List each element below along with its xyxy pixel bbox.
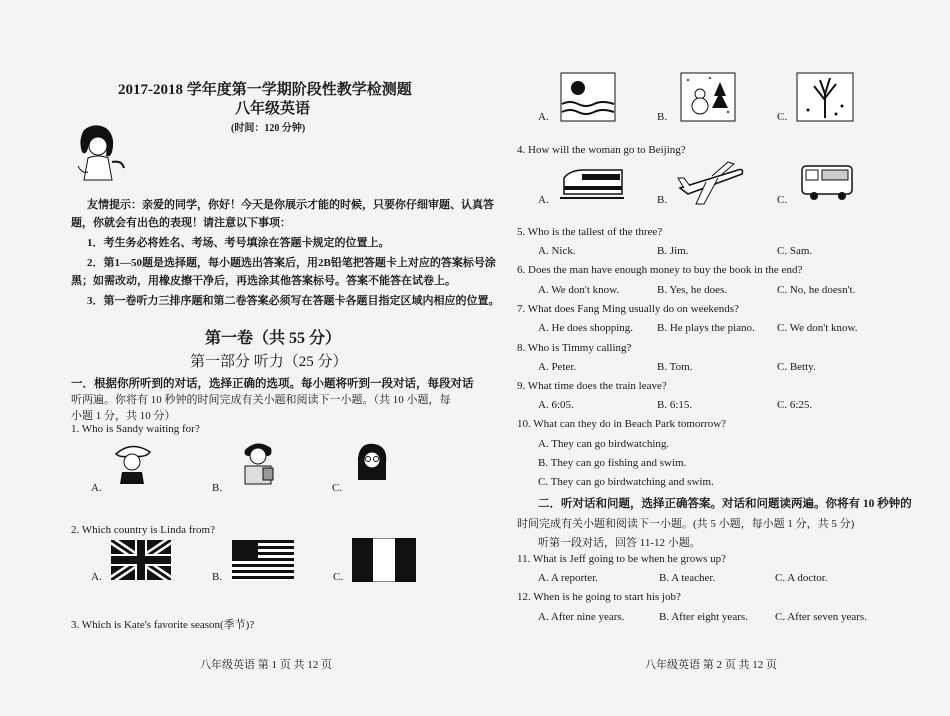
q10-option-a: A. They can go birdwatching. — [538, 438, 670, 450]
q11-option-c: C. A doctor. — [775, 572, 828, 584]
question-4: 4. How will the woman go to Beijing? — [517, 144, 686, 156]
exam-subject: 八年级英语 — [235, 101, 311, 117]
q2-option-c-label: C. — [333, 571, 344, 583]
part2-instruction-2: 时间完成有关小题和阅读下一小题。(共 5 小题，每小题 1 分，共 5 分) — [517, 518, 855, 530]
question-12: 12. When is he going to start his job? — [517, 591, 681, 603]
q11-option-a: A. A reporter. — [538, 572, 598, 584]
tip-line-2: 题，你就会有出色的表现！请注意以下事项： — [71, 217, 291, 229]
usa-flag-image — [232, 540, 294, 580]
instruction-line-3: 小题 1 分，共 10 分） — [71, 410, 176, 422]
q4-option-a-label: A. — [538, 194, 549, 206]
section-title: 第一卷（共 55 分） — [205, 330, 342, 347]
part2-instruction-1: 二．听对话和问题，选择正确答案。对话和问题读两遍。你将有 10 秒钟的 — [538, 498, 912, 510]
q12-option-a: A. After nine years. — [538, 611, 625, 623]
q7-option-c: C. We don't know. — [777, 322, 858, 334]
exam-title: 2017-2018 学年度第一学期阶段性教学检测题 — [118, 82, 412, 98]
winter-snowman-image — [680, 72, 736, 122]
q5-option-b: B. Jim. — [657, 245, 689, 257]
q5-option-c: C. Sam. — [777, 245, 813, 257]
question-7: 7. What does Fang Ming usually do on weekends? — [517, 303, 739, 315]
q7-option-b: B. He plays the piano. — [657, 322, 755, 334]
q12-option-c: C. After seven years. — [775, 611, 867, 623]
summer-beach-image — [560, 72, 616, 122]
q4-option-b-label: B. — [657, 194, 668, 206]
question-6: 6. Does the man have enough money to buy the book in the end? — [517, 264, 803, 276]
part-title: 第一部分 听力（25 分） — [190, 354, 348, 370]
cartoon-girl-illustration — [72, 122, 127, 184]
q11-option-b: B. A teacher. — [659, 572, 716, 584]
bus-image — [800, 162, 858, 202]
q10-option-c: C. They can go birdwatching and swim. — [538, 476, 714, 488]
tip-line-4: 2．第1—50题是选择题，每小题选出答案后，用2B铅笔把答题卡上对应的答案标号涂 — [87, 257, 496, 269]
q9-option-b: B. 6:15. — [657, 399, 693, 411]
q3-option-a-label: A. — [538, 111, 549, 123]
question-8: 8. Who is Timmy calling? — [517, 342, 632, 354]
question-5: 5. Who is the tallest of the three? — [517, 226, 663, 238]
q10-option-b: B. They can go fishing and swim. — [538, 457, 687, 469]
girl-with-backpack-image — [237, 436, 279, 488]
question-9: 9. What time does the train leave? — [517, 380, 667, 392]
q9-option-a: A. 6:05. — [538, 399, 574, 411]
instruction-line-1: 一．根据你所听到的对话，选择正确的选项。每小题将听到一段对话，每段对话 — [71, 378, 474, 390]
q4-option-c-label: C. — [777, 194, 788, 206]
q7-option-a: A. He does shopping. — [538, 322, 634, 334]
train-image — [560, 164, 624, 202]
q2-option-b-label: B. — [212, 571, 223, 583]
q12-option-b: B. After eight years. — [659, 611, 748, 623]
girl-with-glasses-image — [352, 440, 392, 486]
question-3: 3. Which is Kate's favorite season(季节)? — [71, 619, 255, 631]
q3-option-c-label: C. — [777, 111, 788, 123]
girl-with-hat-image — [110, 440, 155, 486]
q9-option-c: C. 6:25. — [777, 399, 813, 411]
q1-option-a-label: A. — [91, 482, 102, 494]
tip-line-1: 友情提示：亲爱的同学，你好！今天是你展示才能的时候，只要你仔细审题、认真答 — [87, 199, 494, 211]
q5-option-a: A. Nick. — [538, 245, 576, 257]
uk-flag-image — [111, 540, 171, 580]
page-footer-left: 八年级英语 第 1 页 共 12 页 — [200, 659, 332, 671]
tip-line-3: 1．考生务必将姓名、考场、考号填涂在答题卡规定的位置上。 — [87, 237, 390, 249]
q2-option-a-label: A. — [91, 571, 102, 583]
q3-option-b-label: B. — [657, 111, 668, 123]
tricolor-flag-image — [352, 538, 416, 582]
q8-option-a: A. Peter. — [538, 361, 577, 373]
instruction-line-2: 听两遍。你将有 10 秒钟的时间完成有关小题和阅读下一小题。（共 10 小题，每 — [71, 394, 451, 406]
airplane-image — [676, 160, 746, 206]
autumn-tree-image — [796, 72, 854, 122]
q6-option-a: A. We don't know. — [538, 284, 620, 296]
question-1: 1. Who is Sandy waiting for? — [71, 423, 200, 435]
question-2: 2. Which country is Linda from? — [71, 524, 215, 536]
tip-line-6: 3．第一卷听力三排序题和第二卷答案必须写在答题卡各题目指定区域内相应的位置。 — [87, 295, 500, 307]
exam-time: (时间：120 分钟) — [231, 123, 306, 134]
q1-option-c-label: C. — [332, 482, 343, 494]
q1-option-b-label: B. — [212, 482, 223, 494]
q8-option-c: C. Betty. — [777, 361, 816, 373]
right-page — [490, 0, 950, 716]
q6-option-c: C. No, he doesn't. — [777, 284, 856, 296]
tip-line-5: 黑；如需改动，用橡皮擦干净后，再选涂其他答案标号。答案不能答在试卷上。 — [71, 275, 456, 287]
part2-instruction-3: 听第一段对话，回答 11-12 小题。 — [538, 537, 701, 549]
question-10: 10. What can they do in Beach Park tomorrow? — [517, 418, 727, 430]
q6-option-b: B. Yes, he does. — [657, 284, 727, 296]
question-11: 11. What is Jeff going to be when he grows up? — [517, 553, 727, 565]
q8-option-b: B. Tom. — [657, 361, 693, 373]
page-footer-right: 八年级英语 第 2 页 共 12 页 — [645, 659, 777, 671]
